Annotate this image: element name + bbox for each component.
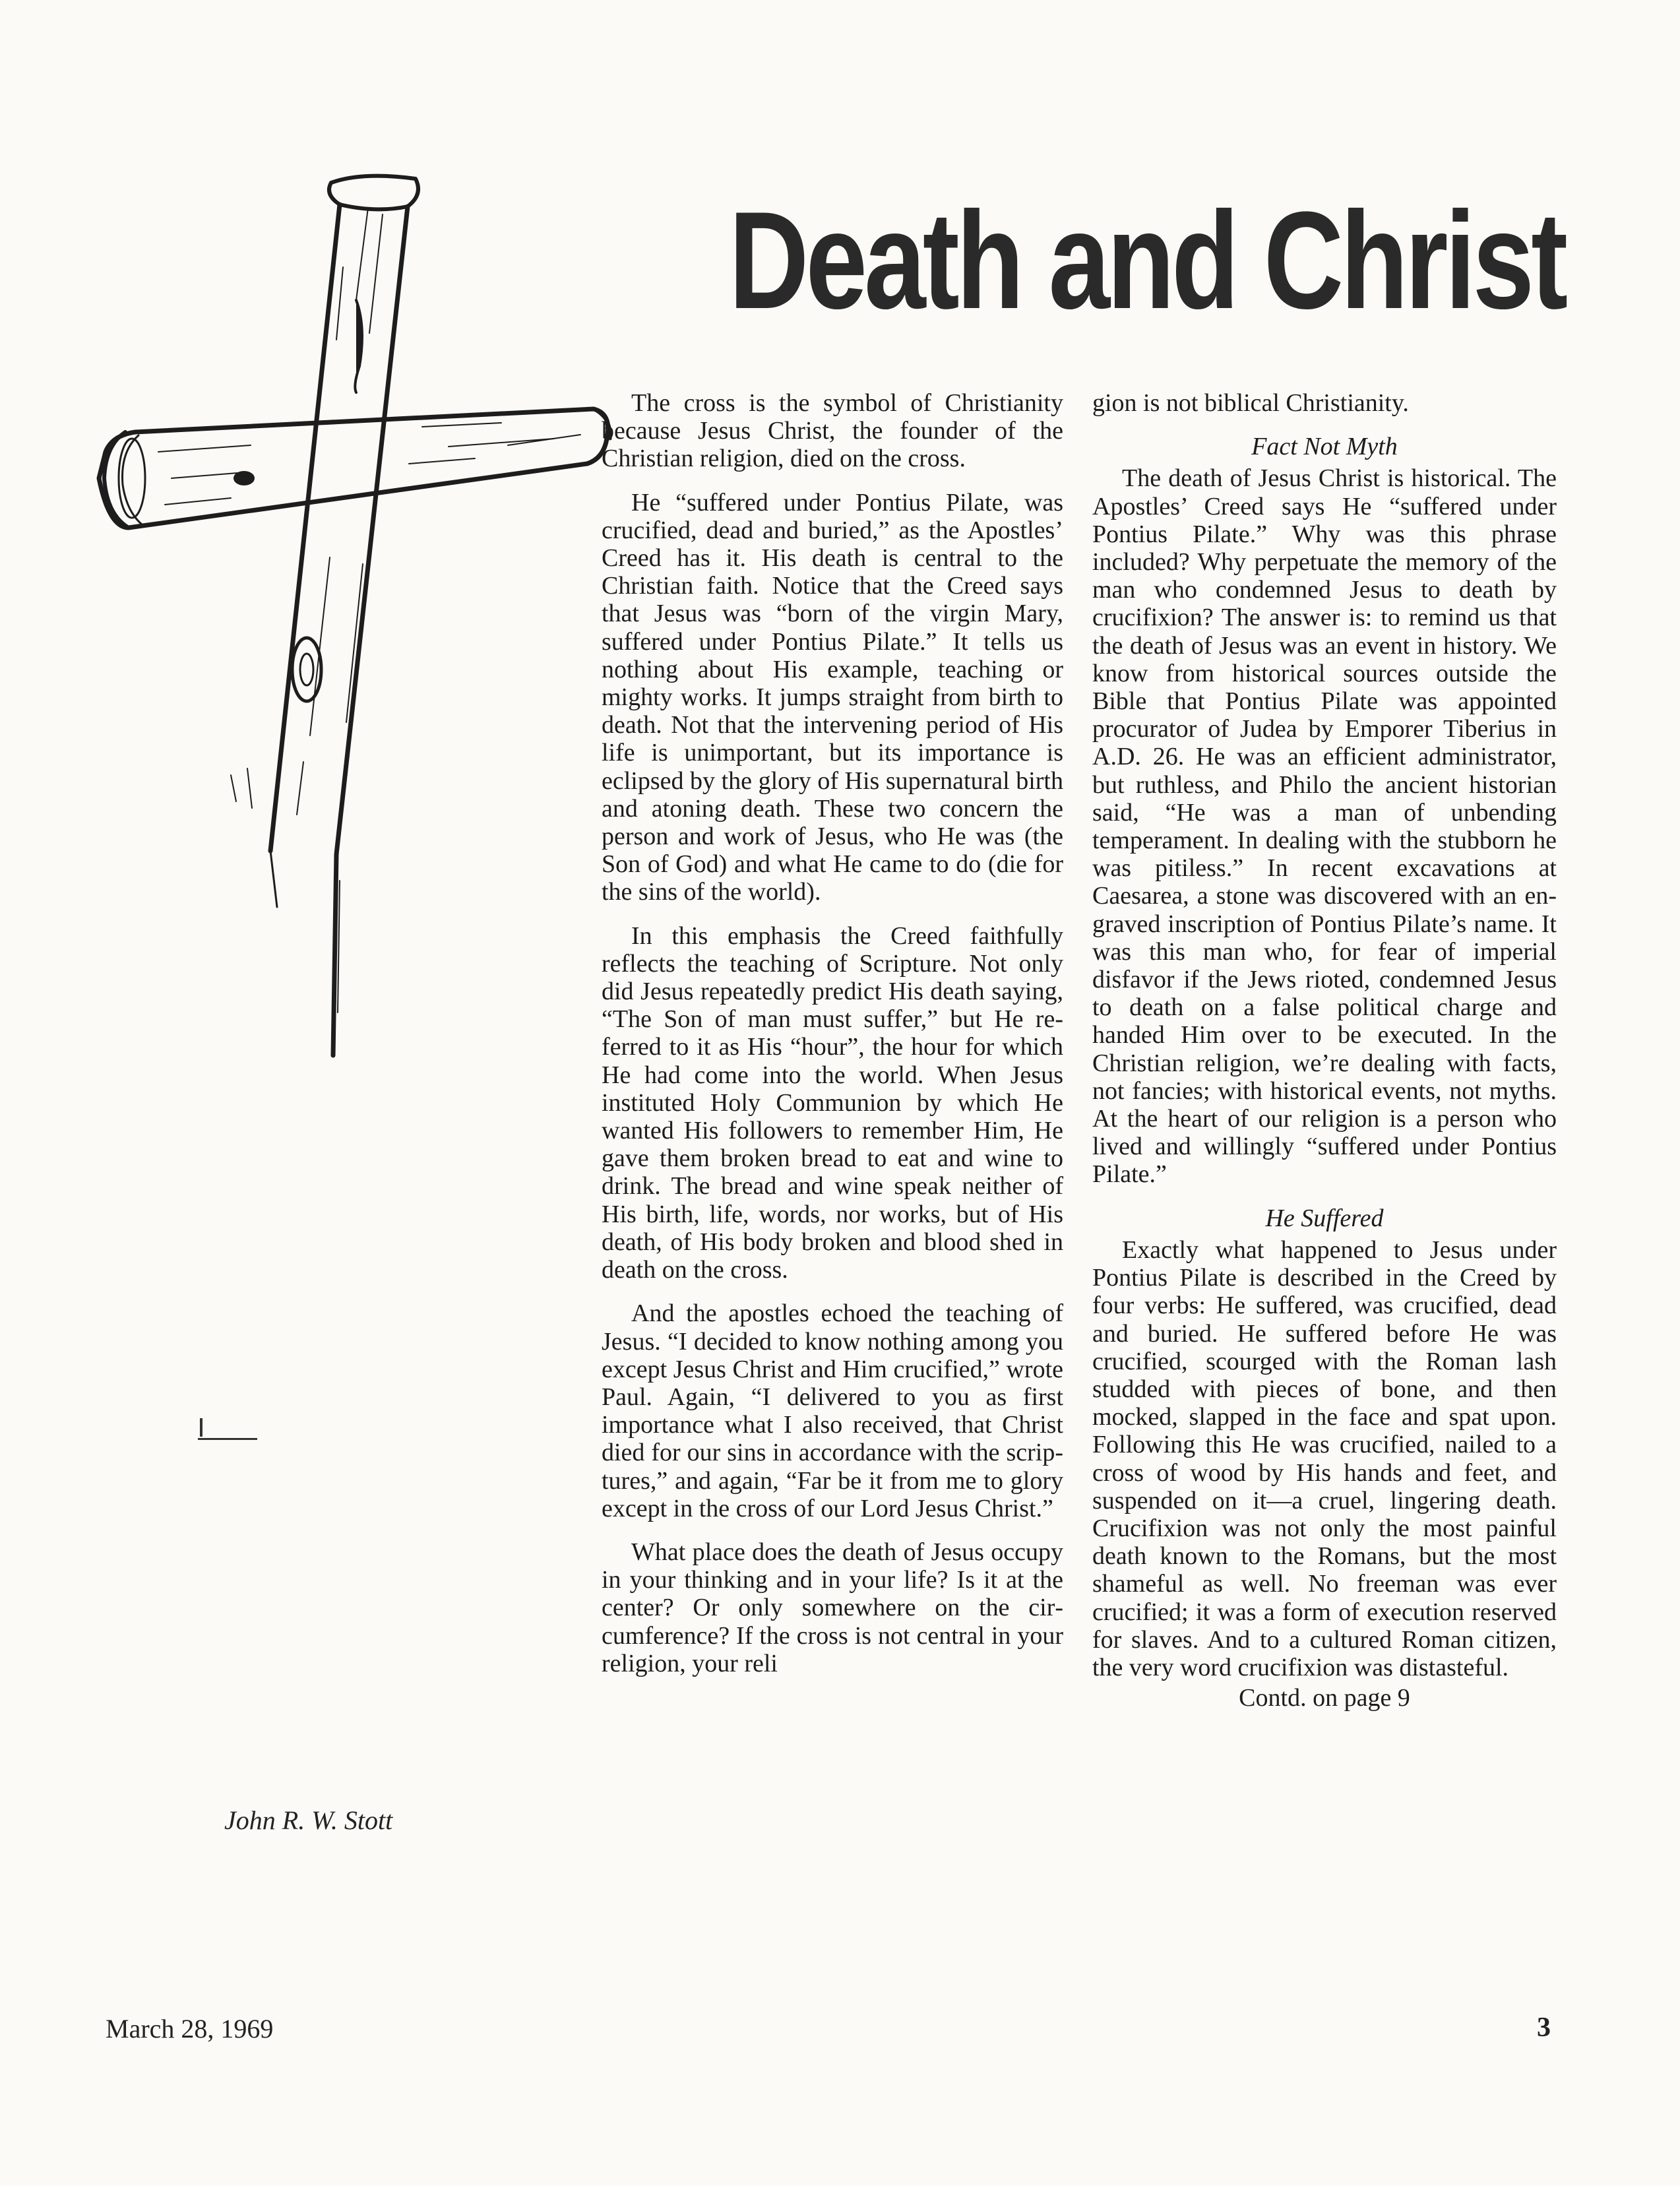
paragraph: And the apostles echoed the teaching of Jesus. “I decided to know nothing among you except Jesus Christ and Him crucified,” wrote Paul. Again, “I delivered to you as first importance what I also received, that Christ died for our sins in accordance with the scriptures,” and again, “Far be it from me to glory except in the cross of our Lord Jesus Christ.” <box>602 1299 1063 1522</box>
paragraph: He “suffered under Pontius Pilate, was crucified, dead and buried,” as the Apostles’ Creed has it. His death is central to the Christian faith. Notice that the Creed says that Jesus was “born of the virgin Mary, suffered under Pontius Pilate.” It tells us nothing about His example, teaching or mighty works. It jumps straight from birth to death. Not that the intervening period of His life is unimportant, but its importance is eclipsed by the glory of His supernatural birth and atoning death. These two concern the person and work of Jesus, who He was (the Son of God) and what He came to do (die for the sins of the world). <box>602 488 1063 906</box>
continued-note: Contd. on page 9 <box>1239 1684 1410 1712</box>
paragraph-continuation: gion is not biblical Christianity. <box>1092 389 1409 417</box>
issue-date: March 28, 1969 <box>106 2014 274 2044</box>
paragraph: What place does the death of Jesus occupy in your thinking and in your life? Is it at the center? Or only somewhere on the circumference? If the cross is not central in your religion, your reli <box>602 1538 1063 1677</box>
margin-mark <box>198 1438 257 1440</box>
author-byline: John R. W. Stott <box>224 1805 393 1835</box>
paragraph: The cross is the symbol of Christianity because Jesus Christ, the founder of the Christian religion, died on the cross. <box>602 389 1063 473</box>
margin-mark <box>200 1418 202 1437</box>
right-text-column <box>1092 389 1557 1712</box>
article-title: Death and Christ <box>729 183 1565 338</box>
wooden-cross-illustration <box>79 168 620 1072</box>
page-number: 3 <box>1537 2013 1551 2043</box>
paragraph: The death of Jesus Christ is historical. The Apostles’ Creed says He “suffered under Pontius Pilate.” Why was this phrase included? Why perpetuate the memory of the man who condemned Jesus to death by crucifixion? The answer is: to remind us that the death of Jesus was an event in history. We know from historical sources outside the Bible that Pontius Pilate was appointed procurator of Judea by Emporer Tiberius in A.D. 26. He was an efficient administrator, but ruthless, and Philo the ancient historian said, “He was a man of unbending temperament. In dealing with the stubborn he was pitiless.” In recent excavations at Caesarea, a stone was discovered with an engraved inscription of Pontius Pilate’s name. It was this man who, for fear of imperial disfavor if the Jews rioted, condemned Jesus to death on a false political charge and handed Him over to be executed. In the Christian religion, we’re dealing with facts, not fancies; with historical events, not myths. At the heart of our religion is a person who lived and willingly “suffered under Pontius Pilate.” <box>1092 464 1557 1189</box>
left-text-column <box>602 389 1063 1677</box>
paragraph: Exactly what happened to Jesus under Pontius Pilate is described in the Creed by four verbs: He suffered, was crucified, dead and buried. He suffered before He was crucified, scourged with the Roman lash studded with pieces of bone, and then mocked, slapped in the face and spat upon. Following this He was crucified, nailed to a cross of wood by His hands and feet, and suspended on it—a cruel, lingering death. Crucifixion was not only the most painful death known to the Romans, but the most shameful as well. No freeman was ever crucified; it was a form of execution reserved for slaves. And to a cultured Roman citizen, the very word crucifixion was distasteful. <box>1092 1235 1557 1681</box>
subhead-fact-not-myth: Fact Not Myth <box>1251 433 1398 461</box>
subhead-he-suffered: He Suffered <box>1265 1204 1384 1232</box>
paragraph: In this emphasis the Creed faithfully reflects the teaching of Scripture. Not only did Jesus repeatedly predict His death saying, “The Son of man must suffer,” but He referred to it as His “hour”, the hour for which He had come into the world. When Jesus instituted Holy Communion by which He wanted His followers to remember Him, He gave them broken bread to eat and wine to drink. The bread and wine speak neither of His birth, life, words, nor works, but of His death, of His body broken and blood shed in death on the cross. <box>602 921 1063 1284</box>
